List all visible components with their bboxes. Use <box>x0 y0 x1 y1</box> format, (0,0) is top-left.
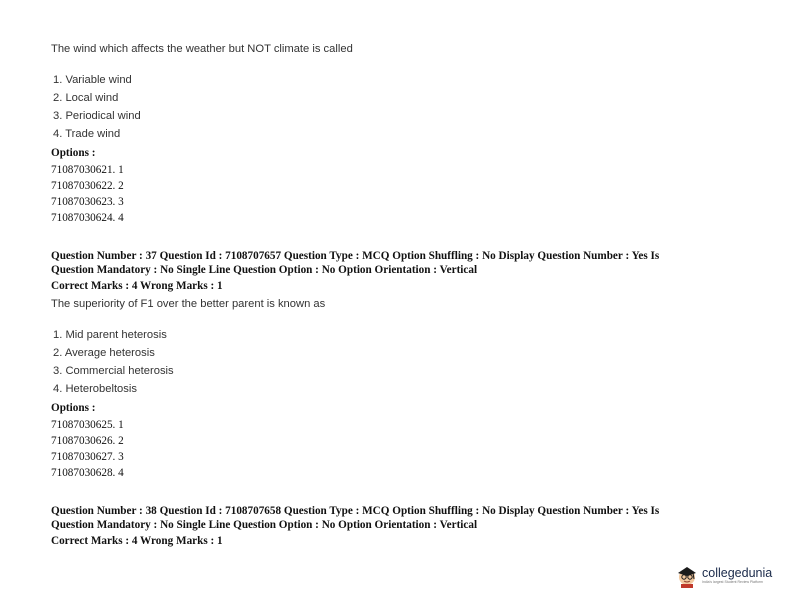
question-36-choice-1: 1. Variable wind <box>53 74 132 86</box>
question-36-option-id-3: 71087030623. 3 <box>51 196 124 208</box>
question-37-marks: Correct Marks : 4 Wrong Marks : 1 <box>51 280 223 292</box>
question-37-text: The superiority of F1 over the better parent is known as <box>51 298 326 310</box>
question-36-option-id-1: 71087030621. 1 <box>51 164 124 176</box>
question-36-option-id-2: 71087030622. 2 <box>51 180 124 192</box>
question-37-options-label: Options : <box>51 402 96 414</box>
question-36-choice-3: 3. Periodical wind <box>53 110 141 122</box>
question-36-text: The wind which affects the weather but NOT climate is called <box>51 43 353 55</box>
question-37-choice-3: 3. Commercial heterosis <box>53 365 174 377</box>
brand-tagline: India's largest Student Review Platform <box>702 580 763 584</box>
question-38-marks: Correct Marks : 4 Wrong Marks : 1 <box>51 535 223 547</box>
brand-name: collegedunia <box>702 566 773 580</box>
question-37-option-id-4: 71087030628. 4 <box>51 467 124 479</box>
question-37-choice-2: 2. Average heterosis <box>53 347 155 359</box>
question-36-option-id-4: 71087030624. 4 <box>51 212 124 224</box>
collegedunia-logo <box>676 563 776 589</box>
question-37-option-id-3: 71087030627. 3 <box>51 451 124 463</box>
question-36-choice-2: 2. Local wind <box>53 92 119 104</box>
question-37-choice-4: 4. Heterobeltosis <box>53 383 137 395</box>
question-36-options-label: Options : <box>51 147 96 159</box>
question-36-choice-4: 4. Trade wind <box>53 128 121 140</box>
question-37-meta-line-2: Question Mandatory : No Single Line Question Option : No Option Orientation : Vertical <box>51 264 478 276</box>
question-37-meta-line-1: Question Number : 37 Question Id : 7108707657 Question Type : MCQ Option Shuffling : No Display Question Number : Yes Is <box>51 250 660 262</box>
question-37-option-id-2: 71087030626. 2 <box>51 435 124 447</box>
question-37-option-id-1: 71087030625. 1 <box>51 419 124 431</box>
question-38-meta-line-2: Question Mandatory : No Single Line Question Option : No Option Orientation : Vertical <box>51 519 478 531</box>
question-37-choice-1: 1. Mid parent heterosis <box>53 329 167 341</box>
question-38-meta-line-1: Question Number : 38 Question Id : 7108707658 Question Type : MCQ Option Shuffling : No Display Question Number : Yes Is <box>51 505 660 517</box>
mascot-icon <box>676 564 698 588</box>
